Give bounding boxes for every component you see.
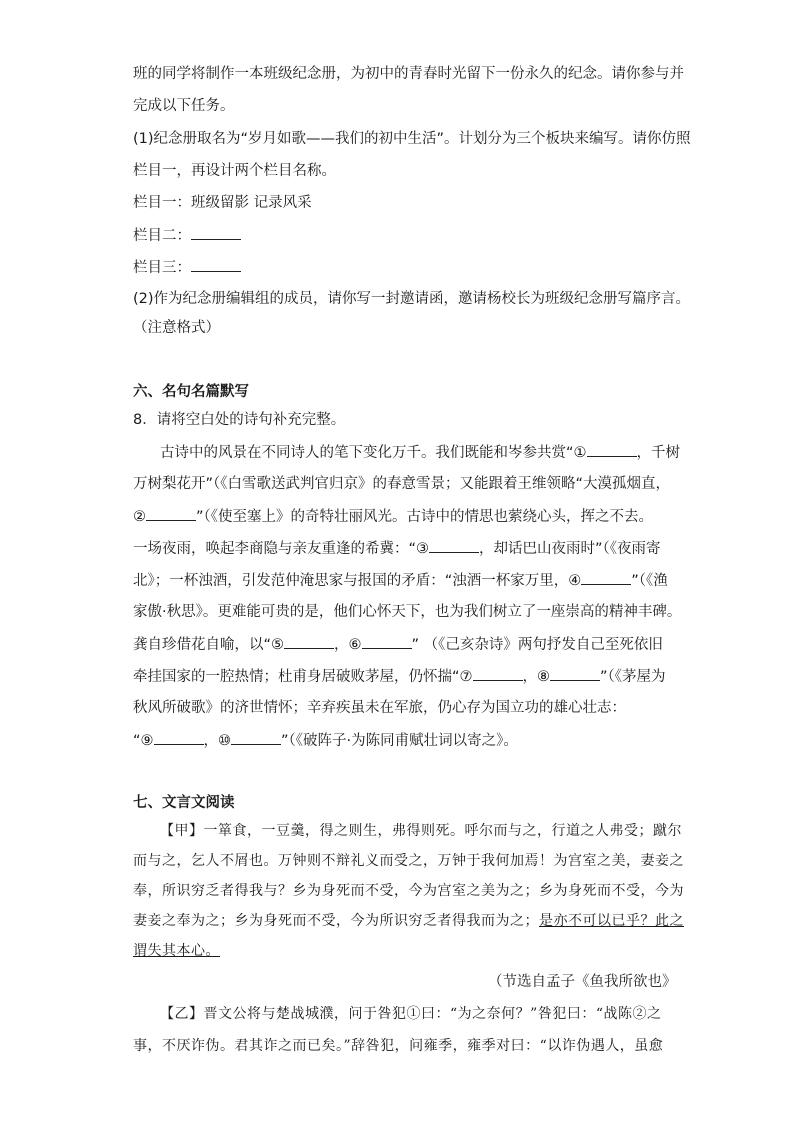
classical-line: 奉，所识穷乏者得我与？乡为身死而不受，今为宫室之美为之；乡为身死而不受，今为 xyxy=(133,883,684,899)
column-two-label: 栏目二： xyxy=(133,228,191,244)
section-heading: 六、名句名篇默写 xyxy=(133,384,249,400)
answer-blank[interactable] xyxy=(154,730,204,745)
intro-line: 完成以下任务。 xyxy=(133,98,235,114)
classical-line xyxy=(133,941,220,961)
classical-line: 妻妾之奉为之；乡为身死而不受，今为所识穷乏者得我而为之；是亦不可以已乎？此之 xyxy=(133,913,684,929)
passage-line: 家傲·秋思》。更难能可贵的是，他们心怀天下，也为我们树立了一座崇高的精神丰碑。 xyxy=(133,604,682,620)
column-three xyxy=(133,257,241,278)
column-three-label: 栏目三： xyxy=(133,260,191,276)
question-stem: 8．请将空白处的诗句补充完整。 xyxy=(133,412,346,428)
answer-blank[interactable] xyxy=(473,666,523,681)
answer-blank[interactable] xyxy=(284,634,334,649)
passage-line: 龚自珍借花自喻，以“⑤ ，⑥ ” （《己亥杂诗》两句抒发自己至死依旧 xyxy=(133,634,663,655)
passage-line: “⑨ ，⑩ ”（《破阵子·为陈同甫赋壮词以寄之》。 xyxy=(133,730,518,751)
source-citation: （节选自孟子《鱼我所欲也》 xyxy=(488,974,677,990)
task1-text: (1)纪念册取名为“岁月如歌——我们的初中生活”。计划分为三个板块来编写。请你仿照 xyxy=(133,131,691,147)
classical-line: 【甲】一箪食，一豆羹，得之则生，弗得则死。呼尔而与之，行道之人弗受；蹴尔 xyxy=(160,823,682,839)
passage-line: 秋风所破歌》的济世情怀；辛弃疾虽未在军旅，仍心存为国立功的雄心壮志： xyxy=(133,700,626,716)
column-two xyxy=(133,225,241,246)
passage-line: 牵挂国家的一腔热情；杜甫身居破败茅屋，仍怀揣“⑦ ，⑧ ”（《茅屋为 xyxy=(133,666,666,687)
answer-blank[interactable] xyxy=(581,570,631,585)
task1-text: 栏目一，再设计两个栏目名称。 xyxy=(133,163,336,179)
passage-line: 北》；一杯浊酒，引发范仲淹思家与报国的矛盾：“浊酒一杯家万里，④ ”（《渔 xyxy=(133,570,668,591)
classical-line: 【乙】晋文公将与楚战城濮，问于咎犯①曰：“为之奈何？”咎犯曰：“战陈②之 xyxy=(160,1006,662,1022)
classical-line: 而与之，乞人不屑也。万钟则不辩礼义而受之，万钟于我何加焉！为宫室之美，妻妾之 xyxy=(133,853,684,869)
answer-blank[interactable] xyxy=(146,506,196,521)
passage-line: ② ”（《使至塞上》的奇特壮丽风光。古诗中的情思也萦绕心头，挥之不去。 xyxy=(133,506,653,527)
task2-text: (2)作为纪念册编辑组的成员，请你写一封邀请函，邀请杨校长为班级纪念册写篇序言。 xyxy=(133,291,691,307)
answer-blank[interactable] xyxy=(191,257,241,272)
section-heading: 七、文言文阅读 xyxy=(133,795,235,811)
passage-line: 古诗中的风景在不同诗人的笔下变化万千。我们既能和岑参共赏“① ，千树 xyxy=(160,442,680,463)
answer-blank[interactable] xyxy=(191,225,241,240)
task2-text: （注意格式） xyxy=(133,320,220,336)
classical-line: 事，不厌诈伪。君其诈之而已矣。”辞咎犯，问雍季，雍季对曰：“以诈伪遇人，虽愈 xyxy=(133,1038,664,1054)
answer-blank[interactable] xyxy=(429,538,479,553)
passage-line: 万树梨花开”（《白雪歌送武判官归京》的春意雪景；又能跟着王维领略“大漠孤烟直， xyxy=(133,476,671,492)
column-one: 栏目一：班级留影 记录风采 xyxy=(133,195,312,211)
answer-blank[interactable] xyxy=(362,634,412,649)
answer-blank[interactable] xyxy=(231,730,281,745)
underlined-sentence: 谓失其本心。 xyxy=(133,943,220,959)
passage-line: 一场夜雨，唤起李商隐与亲友重逢的希冀：“③ ，却话巴山夜雨时”（《夜雨寄 xyxy=(133,538,661,559)
intro-line: 班的同学将制作一本班级纪念册，为初中的青春时光留下一份永久的纪念。请你参与并 xyxy=(133,66,684,82)
answer-blank[interactable] xyxy=(587,442,637,457)
answer-blank[interactable] xyxy=(550,666,600,681)
underlined-sentence: 是亦不可以已乎？此之 xyxy=(539,913,684,929)
